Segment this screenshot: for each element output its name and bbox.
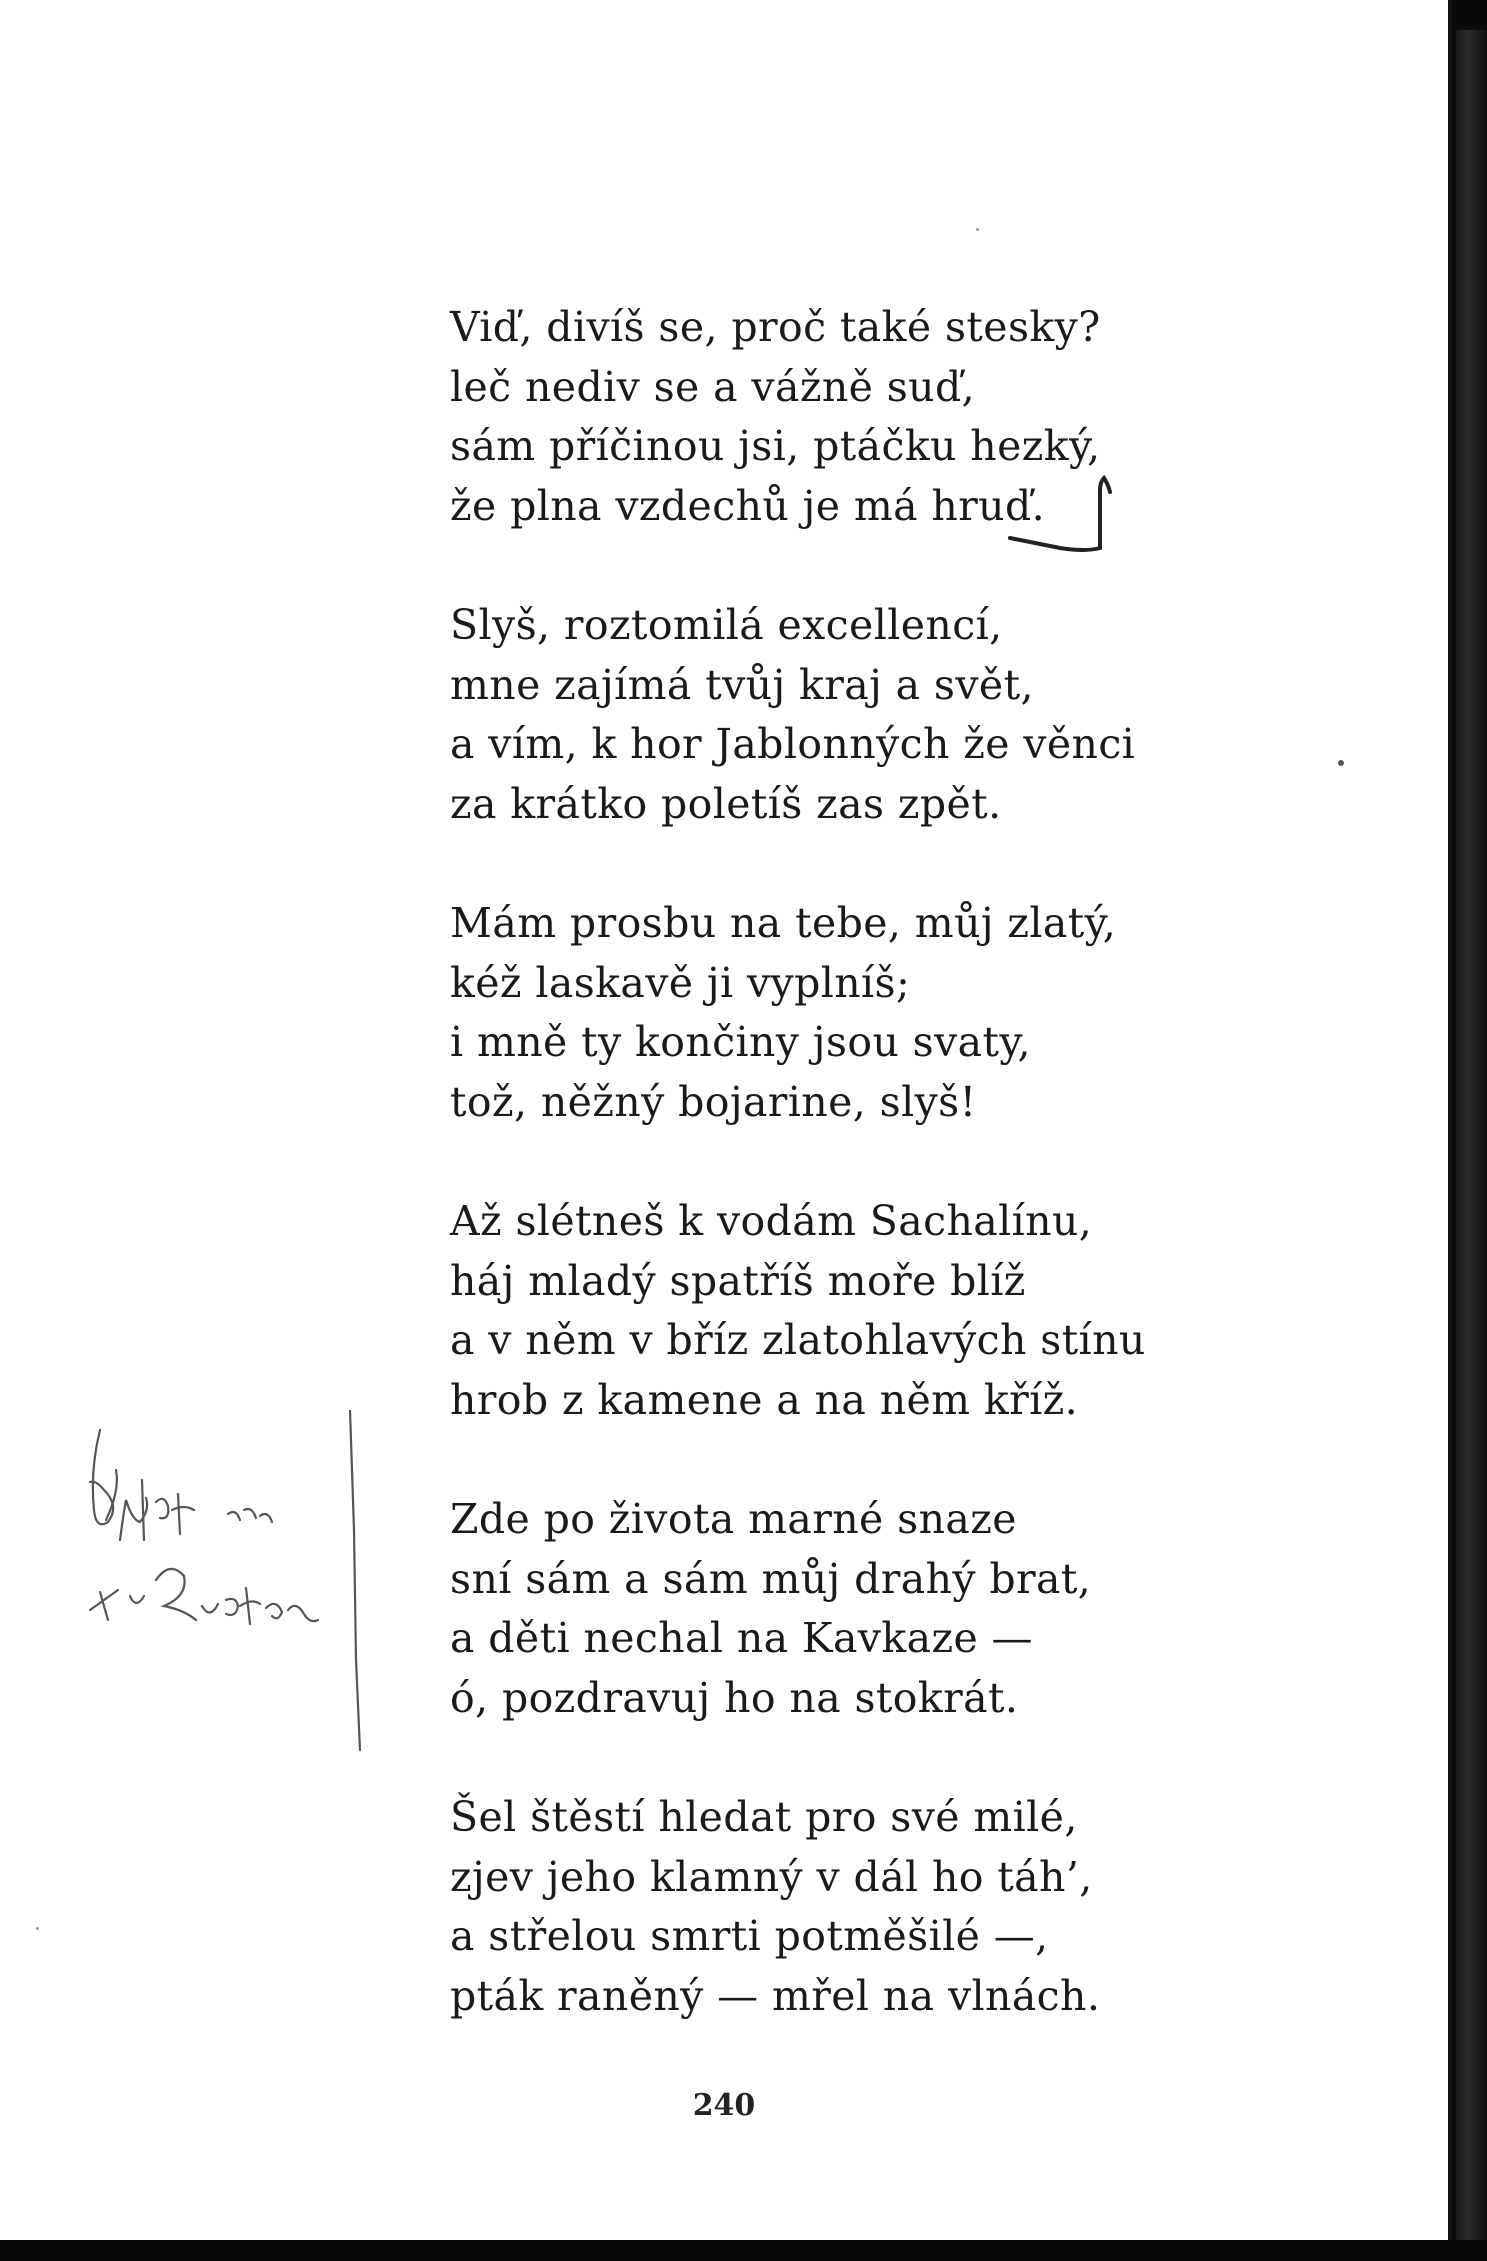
poem-line: Až slétneš k vodám Sachalínu, (450, 1197, 1093, 1245)
poem-line: ó, pozdravuj ho na stokrát. (450, 1673, 1019, 1722)
poem (450, 298, 1210, 2086)
poem-line: mne zajímá tvůj kraj a svět, (450, 660, 1034, 709)
poem-line: za krátko poletíš zas zpět. (450, 779, 1002, 828)
poem-line: Mám prosbu na tebe, můj zlatý, (450, 899, 1117, 947)
scan-speck (976, 228, 979, 231)
stanza-1 (450, 298, 1210, 536)
stanza-3 (450, 894, 1210, 1132)
stanza-2 (450, 596, 1210, 834)
stanza-4 (450, 1192, 1210, 1430)
poem-line: zjev jeho klamný v dál ho táh’, (450, 1852, 1093, 1901)
poem-line: háj mladý spatříš moře blíž (450, 1256, 1026, 1305)
poem-line: pták raněný — mřel na vlnách. (450, 1971, 1101, 2020)
page-number: 240 (692, 2088, 756, 2123)
poem-line: sám příčinou jsi, ptáčku hezký, (450, 422, 1101, 470)
poem-line: a vím, k hor Jablonných že věnci (450, 720, 1136, 768)
poem-line: i mně ty končiny jsou svaty, (450, 1018, 1031, 1066)
stanza-5 (450, 1490, 1210, 1728)
poem-line: Šel štěstí hledat pro své milé, (450, 1793, 1078, 1841)
poem-line: a děti nechal na Kavkaze — (450, 1614, 1033, 1662)
poem-line: sní sám a sám můj drahý brat, (450, 1554, 1092, 1603)
poem-line: že plna vzdechů je má hruď. (450, 481, 1046, 530)
poem-line: a střelou smrti potměšilé —, (450, 1912, 1049, 1960)
scan-speck (1338, 760, 1344, 766)
poem-line: Slyš, roztomilá excellencí, (450, 601, 1003, 649)
poem-line: leč nediv se a vážně suď, (450, 362, 976, 411)
poem-line: Viď, divíš se, proč také stesky? (450, 303, 1101, 351)
poem-line: Zde po života marné snaze (450, 1495, 1017, 1543)
stanza-6 (450, 1788, 1210, 2026)
scan-speck (36, 1927, 39, 1930)
handwritten-margin-note (60, 1410, 380, 1770)
poem-line: kéž laskavě ji vyplníš; (450, 958, 911, 1007)
scan-border-strip (1456, 30, 1487, 2240)
poem-line: tož, něžný bojarine, slyš! (450, 1077, 977, 1126)
scan-border-bottom (0, 2240, 1487, 2261)
poem-line: a v něm v bříz zlatohlavých stínu (450, 1316, 1146, 1364)
poem-line: hrob z kamene a na něm kříž. (450, 1375, 1079, 1424)
